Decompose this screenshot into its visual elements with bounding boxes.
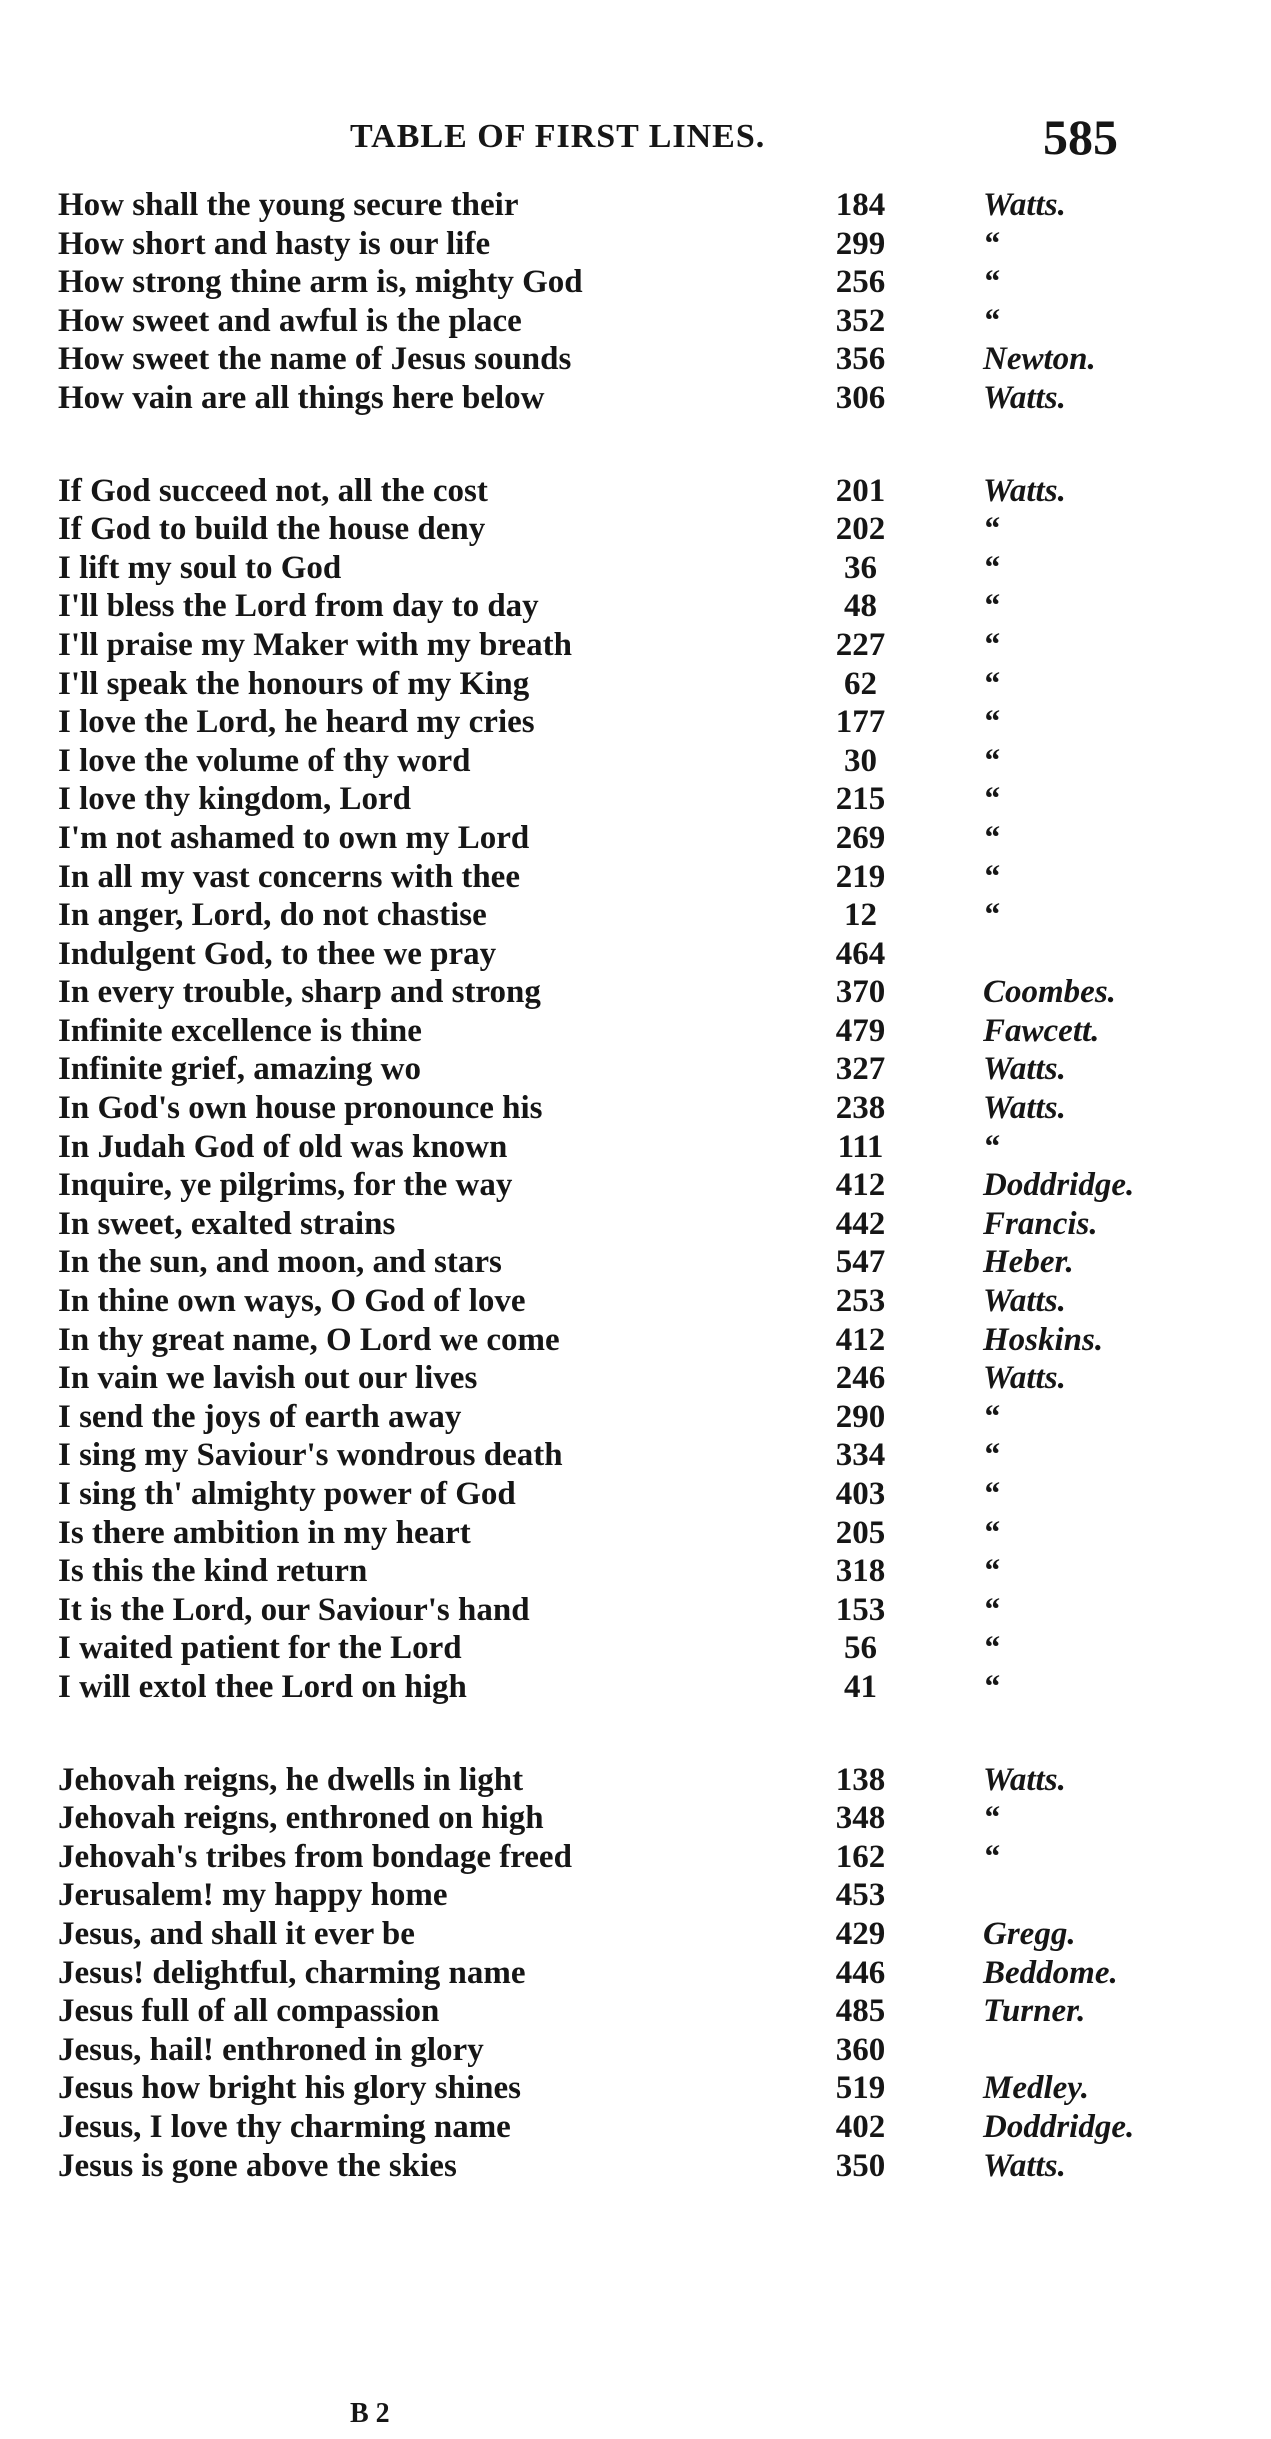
table-row [58,626,1248,665]
first-line-text: How vain are all things here below [58,379,545,416]
table-row [58,1668,1248,1707]
hymn-number: 446 [835,1954,886,1991]
first-line-text: In all my vast concerns with thee [58,858,520,895]
table-row [58,1629,1248,1668]
hymn-number: 253 [835,1283,886,1320]
first-line-text: I sing my Saviour's wondrous death [58,1437,563,1474]
first-line-text: Inquire, ye pilgrims, for the way [58,1167,513,1204]
first-line-text: Indulgent God, to thee we pray [58,935,497,972]
table-row [58,510,1248,549]
first-line-text: Jesus, I love thy charming name [58,2108,511,2145]
table-row [58,186,1248,225]
first-line-text: I love the volume of thy word [58,742,471,779]
table-row [58,742,1248,781]
page-number: 585 [1043,109,1118,165]
author-name: Watts. [983,1090,1066,1127]
table-row [58,1205,1248,1244]
hymn-number: 412 [835,1167,886,1204]
author-name: “ [983,781,1000,818]
author-name: Watts. [983,472,1066,509]
table-row [58,1915,1248,1954]
author-name: Coombes. [983,974,1116,1011]
first-line-text: Jehovah reigns, enthroned on high [58,1800,544,1837]
table-row [58,340,1248,379]
author-name: Newton. [983,341,1096,378]
table-row [58,665,1248,704]
table-row [58,1552,1248,1591]
hymn-number: 205 [835,1514,886,1551]
author-name: “ [983,1800,1000,1837]
table-row [58,1243,1248,1282]
table-row [58,1761,1248,1800]
letter-group [58,1761,1248,2186]
hymn-number: 256 [835,264,886,301]
author-name: “ [983,302,1000,339]
first-line-text: In anger, Lord, do not chastise [58,897,487,934]
first-line-text: How shall the young secure their [58,187,519,223]
author-name: Doddridge. [983,1167,1135,1204]
author-name: “ [983,704,1000,741]
table-row [58,935,1248,974]
hymn-number: 350 [835,2147,886,2184]
hymn-number: 177 [835,704,886,741]
table-row [58,549,1248,588]
author-name: “ [983,1476,1000,1512]
author-name: “ [983,1838,1000,1875]
hymn-number: 412 [835,1321,886,1358]
hymn-number: 215 [835,781,886,818]
hymn-number: 334 [835,1437,886,1474]
hymn-number: 201 [835,472,886,509]
table-row [58,780,1248,819]
hymn-number: 56 [844,1630,877,1667]
author-name: “ [983,1630,1000,1667]
first-line-text: Jehovah reigns, he dwells in light [58,1761,524,1798]
hymn-number: 153 [835,1591,886,1628]
hymn-number: 36 [844,549,877,586]
hymn-number: 246 [835,1360,886,1397]
table-row [58,225,1248,264]
hymn-number: 62 [844,665,877,702]
author-name: “ [983,1128,1000,1165]
author-name: Watts. [983,187,1066,223]
first-line-text: I sing th' almighty power of God [58,1476,516,1512]
hymn-number: 30 [844,742,877,779]
first-line-text: I will extol thee Lord on high [58,1668,467,1705]
author-name: Watts. [983,1283,1066,1320]
table-row [58,896,1248,935]
hymn-number: 48 [844,588,877,625]
table-row [58,858,1248,897]
first-line-text: I'm not ashamed to own my Lord [58,819,530,856]
author-name: Heber. [983,1244,1074,1281]
first-line-text: How sweet the name of Jesus sounds [58,341,572,378]
table-row [58,1436,1248,1475]
table-row [58,263,1248,302]
author-name: Watts. [983,1051,1066,1088]
first-line-text: How sweet and awful is the place [58,302,522,339]
author-name: “ [983,511,1000,548]
hymn-number: 269 [835,819,886,856]
hymn-number: 111 [837,1128,884,1165]
hymn-number: 348 [835,1800,886,1837]
first-line-text: Jesus full of all compassion [58,1993,440,2030]
author-name: Francis. [983,1205,1098,1242]
first-line-text: How short and hasty is our life [58,225,491,262]
hymn-number: 184 [835,187,886,223]
author-name: “ [983,665,1000,702]
hymn-number: 306 [835,379,886,416]
table-row [58,1838,1248,1877]
first-line-text: Jesus how bright his glory shines [58,2070,522,2107]
table-row [58,2147,1248,2186]
hymn-number: 479 [835,1012,886,1049]
author-name: “ [983,588,1000,625]
table-row [58,1012,1248,1051]
table-row [58,587,1248,626]
table-row [58,1799,1248,1838]
first-line-text: If God to build the house deny [58,511,486,548]
first-line-text: In God's own house pronounce his [58,1090,543,1127]
hymn-number: 360 [835,2031,886,2068]
table-row [58,973,1248,1012]
hymn-number: 485 [835,1993,886,2030]
hymn-number: 547 [835,1244,886,1281]
hymn-number: 318 [835,1553,886,1590]
first-line-text: In vain we lavish out our lives [58,1360,478,1397]
hymn-number: 429 [835,1915,886,1952]
author-name: Watts. [983,1761,1066,1798]
first-line-text: Jesus, hail! enthroned in glory [58,2031,484,2068]
table-row [58,1475,1248,1514]
author-name: “ [983,742,1000,779]
author-name: Watts. [983,1360,1066,1397]
author-name: “ [983,549,1000,586]
table-row [58,379,1248,418]
author-name: Medley. [983,2070,1089,2107]
first-line-text: Infinite excellence is thine [58,1012,422,1049]
first-line-text: How strong thine arm is, mighty God [58,264,583,301]
signature-mark: B 2 [350,2398,390,2429]
letter-group [58,472,1248,1707]
table-row [58,1514,1248,1553]
table-row [58,1050,1248,1089]
table-row [58,819,1248,858]
table-row [58,2069,1248,2108]
hymn-number: 370 [835,974,886,1011]
hymn-number: 464 [835,935,886,972]
author-name: Turner. [983,1993,1086,2030]
author-name: “ [983,1437,1000,1474]
table-row [58,1398,1248,1437]
hymn-number: 290 [835,1398,886,1435]
hymn-number: 356 [835,341,886,378]
first-line-text: I lift my soul to God [58,549,342,586]
author-name: “ [983,1398,1000,1435]
first-line-text: In every trouble, sharp and strong [58,974,541,1011]
author-name: “ [983,1514,1000,1551]
first-line-text: Is there ambition in my heart [58,1514,471,1551]
table-row [58,1359,1248,1398]
author-name: “ [983,1591,1000,1628]
author-name: “ [983,1553,1000,1590]
first-line-text: I love thy kingdom, Lord [58,781,411,818]
first-line-text: Infinite grief, amazing wo [58,1051,421,1088]
letter-group [58,186,1248,418]
hymn-number: 162 [835,1838,886,1875]
first-line-text: Is this the kind return [58,1553,368,1590]
author-name: “ [983,819,1000,856]
author-name: “ [983,225,1000,262]
hymn-number: 299 [835,225,886,262]
table-row [58,1166,1248,1205]
hymn-number: 453 [835,1877,886,1914]
table-row [58,1321,1248,1360]
table-row [58,2031,1248,2070]
running-title: TABLE OF FIRST LINES. [350,118,766,155]
hymn-number: 12 [844,897,877,934]
first-line-text: It is the Lord, our Saviour's hand [58,1591,530,1628]
author-name: Watts. [983,379,1066,416]
author-name: Hoskins. [983,1321,1104,1358]
table-row [58,1591,1248,1630]
author-name: “ [983,858,1000,895]
first-line-text: Jesus! delightful, charming name [58,1954,526,1991]
first-line-text: Jesus, and shall it ever be [58,1915,415,1952]
first-line-text: I love the Lord, he heard my cries [58,704,535,741]
table-row [58,1954,1248,1993]
first-lines-table [58,186,1248,2239]
author-name: Watts. [983,2147,1066,2184]
first-line-text: In thy great name, O Lord we come [58,1321,560,1358]
author-name: “ [983,1668,1000,1705]
first-line-text: In sweet, exalted strains [58,1205,396,1242]
table-row [58,1992,1248,2031]
table-row [58,472,1248,511]
hymn-number: 352 [835,302,886,339]
first-line-text: If God succeed not, all the cost [58,472,488,509]
first-line-text: In the sun, and moon, and stars [58,1244,502,1281]
author-name: Fawcett. [983,1012,1100,1049]
author-name: “ [983,264,1000,301]
hymn-number: 442 [835,1205,886,1242]
first-line-text: In Judah God of old was known [58,1128,508,1165]
hymn-number: 138 [835,1761,886,1798]
hymn-number: 519 [835,2070,886,2107]
first-line-text: Jehovah's tribes from bondage freed [58,1838,572,1875]
hymn-number: 403 [835,1476,886,1512]
author-name: Gregg. [983,1915,1076,1952]
table-row [58,2108,1248,2147]
table-row [58,1089,1248,1128]
table-row [58,1876,1248,1915]
first-line-text: I'll speak the honours of my King [58,665,530,702]
table-row [58,302,1248,341]
hymn-number: 402 [835,2108,886,2145]
hymn-number: 238 [835,1090,886,1127]
first-line-text: I'll praise my Maker with my breath [58,626,572,663]
first-line-text: Jesus is gone above the skies [58,2147,457,2184]
page-header [350,108,1130,168]
table-row [58,1128,1248,1167]
first-line-text: In thine own ways, O God of love [58,1283,526,1320]
hymn-number: 202 [835,511,886,548]
first-line-text: I send the joys of earth away [58,1398,462,1435]
author-name: “ [983,626,1000,663]
first-line-text: I'll bless the Lord from day to day [58,588,539,625]
author-name: Beddome. [983,1954,1118,1991]
hymn-number: 219 [835,858,886,895]
first-line-text: Jerusalem! my happy home [58,1877,448,1914]
author-name: “ [983,897,1000,934]
first-line-text: I waited patient for the Lord [58,1630,462,1667]
table-row [58,1282,1248,1321]
hymn-number: 327 [835,1051,886,1088]
author-name: Doddridge. [983,2108,1135,2145]
table-row [58,703,1248,742]
hymn-number: 227 [835,626,886,663]
hymn-number: 41 [844,1668,877,1705]
